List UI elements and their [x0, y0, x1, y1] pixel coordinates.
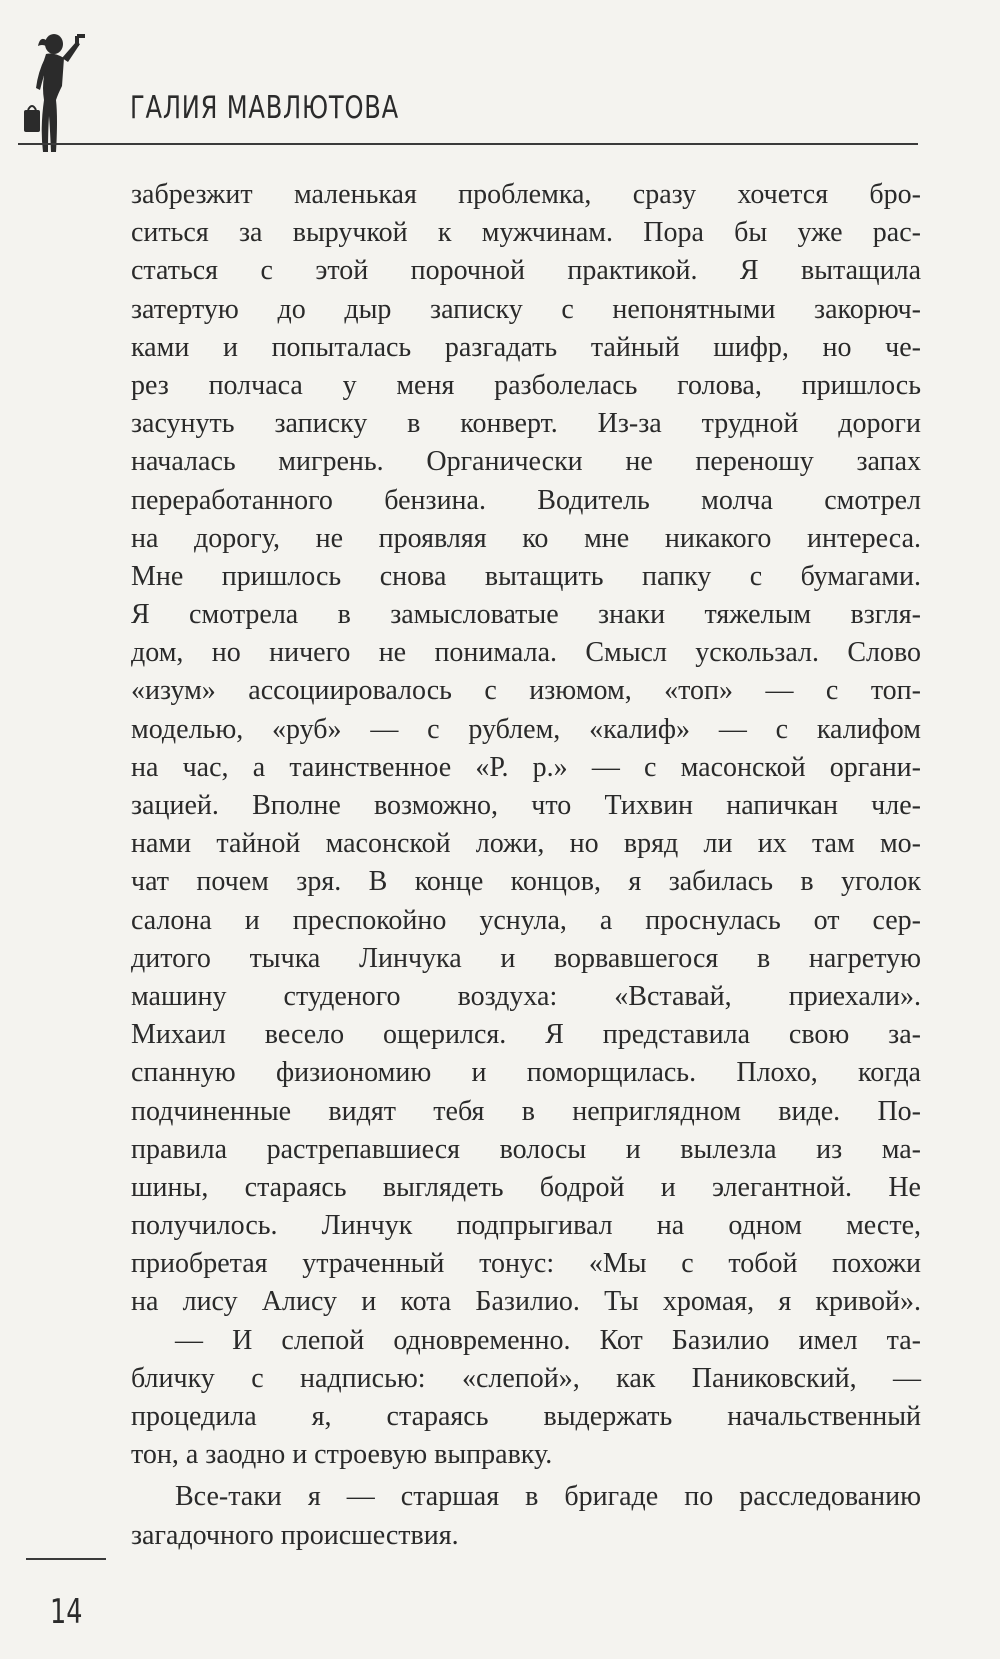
text-line: загадочного происшествия. — [131, 1519, 459, 1551]
page-text — [131, 176, 921, 1555]
text-line: переработанного бензина. Водитель молча смотрел — [131, 484, 921, 516]
text-line: дитого тычка Линчука и ворвавшегося в нагретую — [131, 942, 921, 974]
running-header — [18, 28, 918, 158]
text-line: затертую до дыр записку с непонятными закорюч- — [131, 293, 921, 325]
text-line: засунуть записку в конверт. Из-за трудной дороги — [131, 408, 921, 440]
paragraph-1 — [131, 176, 921, 1322]
text-line: Михаил весело ощерился. Я представила свою за- — [131, 1019, 921, 1051]
text-line: машину студеного воздуха: «Вставай, приехали». — [131, 980, 921, 1012]
page-number: 14 — [50, 1592, 83, 1632]
text-line: ками и попыталась разгадать тайный шифр, но че- — [131, 331, 921, 363]
text-line: — И слепой одновременно. Кот Базилио имел та- — [175, 1324, 921, 1356]
text-line: шины, стараясь выглядеть бодрой и элегантной. Не — [131, 1171, 921, 1203]
text-line: забрезжит маленькая проблемка, сразу хочется бро- — [131, 179, 921, 210]
text-line: тон, а заодно и строевую выправку. — [131, 1439, 553, 1471]
text-line: чат почем зря. В конце концов, я забилась в уголок — [131, 866, 921, 898]
text-line: Я смотрела в замысловатые знаки тяжелым взгля- — [131, 599, 921, 631]
text-line: Мне пришлось снова вытащить папку с бумагами. — [131, 560, 921, 592]
text-line: началась мигрень. Органически не переношу запах — [131, 446, 921, 478]
text-line: нами тайной масонской ложи, но вряд ли их там мо- — [131, 828, 921, 860]
header-divider — [18, 143, 918, 145]
text-line: зацией. Вполне возможно, что Тихвин напичкан чле- — [131, 790, 921, 821]
woman-silhouette-icon — [18, 28, 98, 154]
text-line: ситься за выручкой к мужчинам. Пора бы уже рас- — [131, 217, 921, 249]
text-line: спанную физиономию и поморщилась. Плохо, когда — [131, 1057, 921, 1089]
text-line: моделью, «руб» — с рублем, «калиф» — с калифом — [131, 713, 921, 745]
book-author: ГАЛИЯ МАВЛЮТОВА — [130, 90, 399, 126]
text-line: «изум» ассоциировалось с изюмом, «топ» — с топ- — [131, 675, 921, 707]
text-line: на час, а таинственное «Р. р.» — с масонской органи- — [131, 751, 921, 783]
paragraph-2 — [131, 1322, 921, 1475]
text-line: Все-таки я — старшая в бригаде по расследованию — [175, 1481, 921, 1513]
text-line: процедила я, стараясь выдержать начальственный — [131, 1401, 921, 1432]
text-line: дом, но ничего не понимала. Смысл ускользал. Слово — [131, 637, 921, 669]
text-line: на дорогу, не проявляя ко мне никакого интереса. — [131, 522, 921, 554]
paragraph-3 — [131, 1478, 921, 1554]
text-line: рез полчаса у меня разболелась голова, пришлось — [131, 369, 921, 401]
text-line: получилось. Линчук подпрыгивал на одном месте, — [131, 1210, 921, 1242]
text-line: на лису Алису и кота Базилио. Ты хромая, я кривой». — [131, 1286, 921, 1318]
text-line: бличку с надписью: «слепой», как Паниковский, — — [131, 1362, 921, 1394]
text-line: приобретая утраченный тонус: «Мы с тобой похожи — [131, 1248, 921, 1280]
text-line: правила растрепавшиеся волосы и вылезла из ма- — [131, 1133, 921, 1165]
text-line: подчиненные видят тебя в неприглядном виде. По- — [131, 1095, 921, 1127]
text-line: салона и преспокойно уснула, а проснулась от сер- — [131, 904, 921, 936]
footer-divider — [26, 1558, 106, 1560]
text-line: статься с этой порочной практикой. Я вытащила — [131, 255, 921, 287]
